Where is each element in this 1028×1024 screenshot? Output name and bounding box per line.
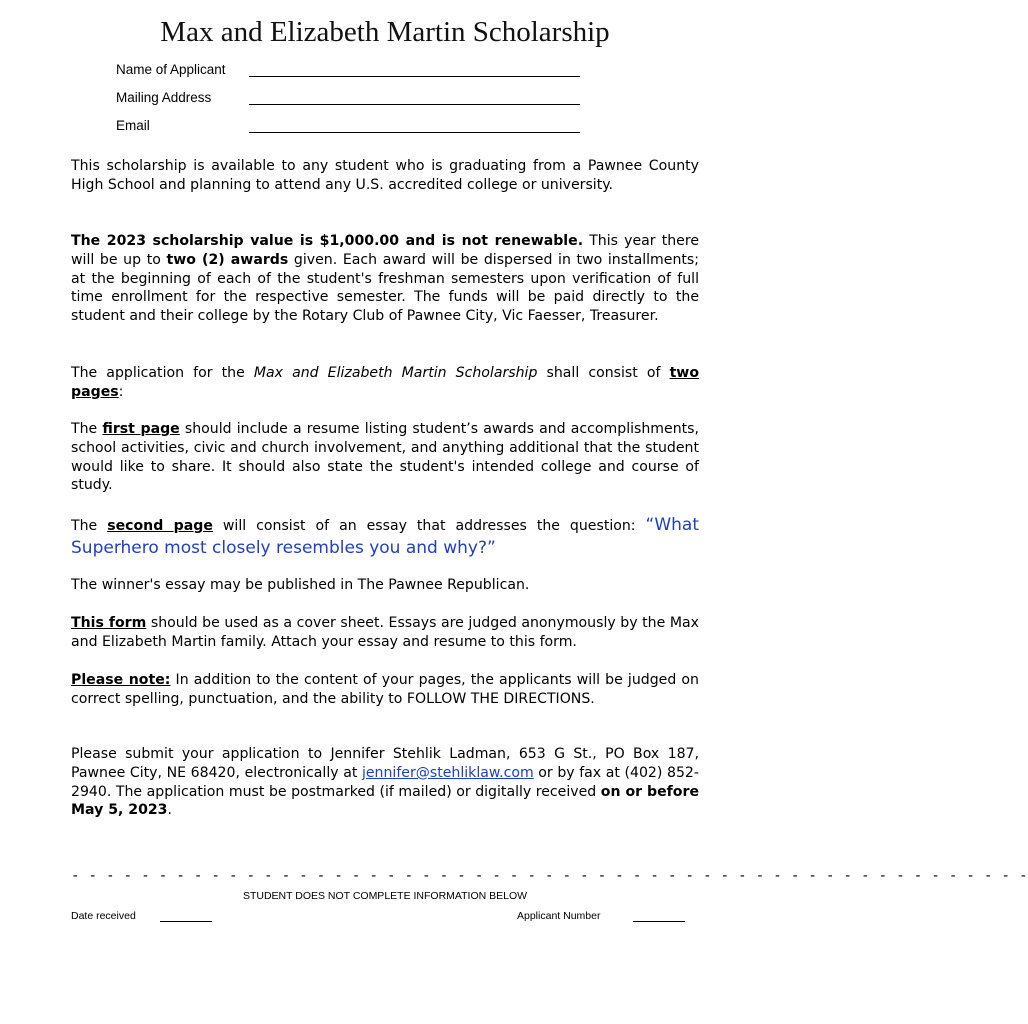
mailing-address-field[interactable] [249, 104, 580, 105]
application-pages-paragraph: The application for the Max and Elizabeth Martin Scholarship shall consist of two pages: [71, 365, 700, 400]
office-use-notice: STUDENT DOES NOT COMPLETE INFORMATION BELOW [242, 890, 528, 902]
this-form-emphasis: This form [71, 615, 147, 631]
cut-line-divider: - - - - - - - - - - - - - - - - - - - - - - - - - - - - - - - - - - - - - - - - - - - - - - - - - - - - - - - [71, 868, 1028, 884]
cover-sheet-paragraph: This form should be used as a cover sheet. Essays are judged anonymously by the Max and Elizabeth Martin family. Attach your essay and resume to this form. [71, 615, 699, 650]
applicant-name-label: Name of Applicant [116, 62, 226, 77]
award-value-statement: The 2023 scholarship value is $1,000.00 and is not renewable. [71, 233, 584, 249]
applicant-name-field[interactable] [249, 76, 580, 77]
applicant-number-field[interactable] [633, 921, 685, 922]
two-pages-emphasis: two pages [71, 365, 700, 400]
first-page-emphasis: first page [102, 421, 180, 437]
date-received-label: Date received [71, 910, 136, 922]
scholarship-name: Max and Elizabeth Martin Scholarship [253, 365, 538, 381]
email-label: Email [116, 118, 150, 133]
second-page-emphasis: second page [107, 518, 213, 534]
please-note-paragraph: Please note: In addition to the content of your pages, the applicants will be judged on correct spelling, punctuation, and the ability to FOLLOW THE DIRECTIONS. [71, 672, 699, 707]
essay-question: “What Superhero most closely resembles you and why?” [71, 515, 700, 558]
award-paragraph: The 2023 scholarship value is $1,000.00 and is not renewable. This year there will be up to two (2) awards given. Each award will be dispersed in two installments; at the beginning of each of the student's freshman semesters upon verification of full time enrollment for the respective semester. The funds will be paid directly to the student and their college by the Rotary Club of Pawnee City, Vic Faesser, Treasurer. [71, 233, 700, 325]
mailing-address-label: Mailing Address [116, 90, 212, 105]
submission-paragraph: Please submit your application to Jennifer Stehlik Ladman, 653 G St., PO Box 187, Pawnee City, NE 68420, electronically at jennifer@stehliklaw.com or by fax at (402) 852-2940. The application must be postmarked (if mailed) or digitally received on or before May 5, 2023. [71, 746, 699, 819]
please-note-emphasis: Please note: [71, 672, 171, 688]
award-count: two (2) awards [166, 251, 289, 268]
applicant-number-label: Applicant Number [517, 910, 601, 922]
first-page-paragraph: The first page should include a resume listing student’s awards and accomplishments, school activities, civic and church involvement, and anything additional that the student would like to share. It should also state the student's intended college and course of study. [71, 421, 699, 494]
email-field[interactable] [249, 132, 580, 133]
second-page-paragraph: The second page will consist of an essay that addresses the question: “What Superhero most closely resembles you and why?” [71, 515, 700, 558]
publication-note: The winner's essay may be published in The Pawnee Republican. [71, 577, 530, 593]
eligibility-paragraph: This scholarship is available to any student who is graduating from a Pawnee County High School and planning to attend any U.S. accredited college or university. [71, 158, 699, 193]
email-link[interactable]: jennifer@stehliklaw.com [361, 764, 534, 781]
deadline: on or before May 5, 2023 [71, 783, 699, 819]
form-title: Max and Elizabeth Martin Scholarship [160, 16, 610, 48]
date-received-field[interactable] [160, 921, 212, 922]
